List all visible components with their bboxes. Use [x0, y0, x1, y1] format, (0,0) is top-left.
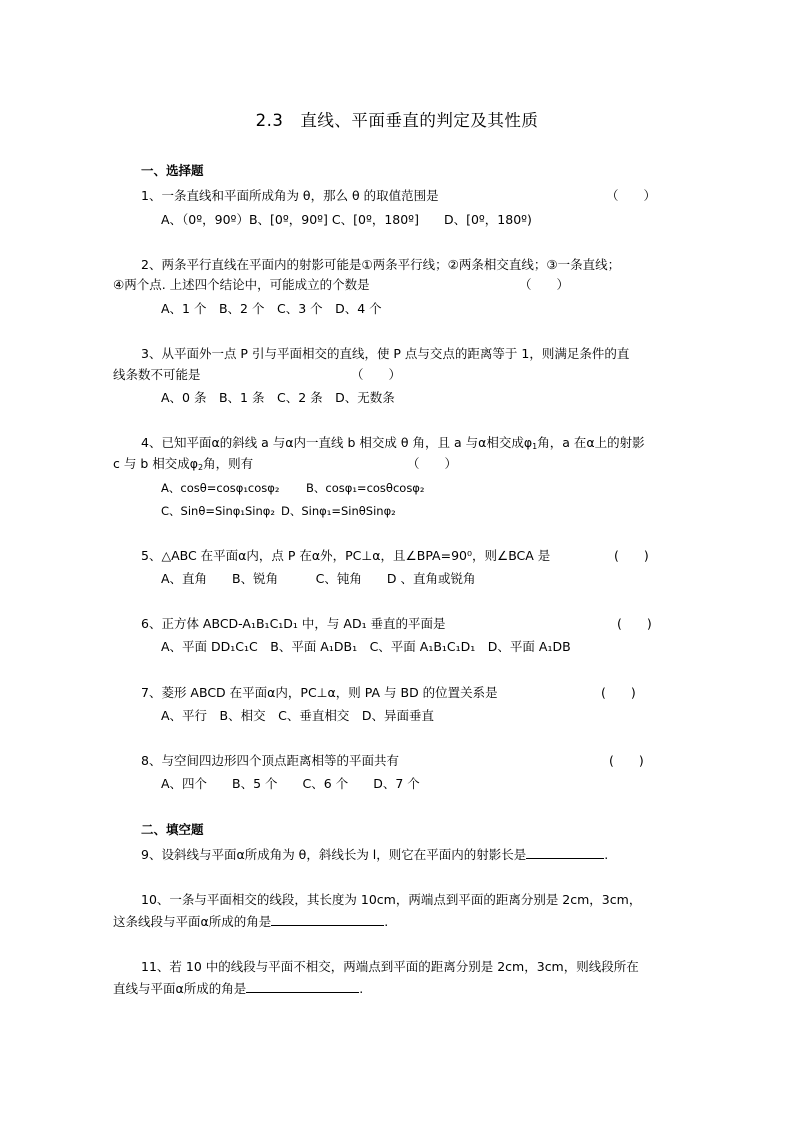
q2-stem-line1: 2、两条平行直线在平面内的射影可能是①两条平行线；②两条相交直线；③一条直线； — [141, 257, 621, 272]
q8-options: A、四个 B、5 个 C、6 个 D、7 个 — [161, 776, 420, 791]
q8-answer-paren: ( ) — [609, 753, 644, 768]
q11-stem-line2: 直线与平面α所成的角是 — [113, 981, 247, 996]
q10-answer-blank[interactable] — [271, 913, 384, 926]
q4-option-c: C、Sinθ=Sinφ₁Sinφ₂ — [161, 504, 275, 518]
q11-end: . — [359, 981, 364, 996]
q11-stem-line1: 11、若 10 中的线段与平面不相交，两端点到平面的距离分别是 2cm，3cm，则线段所在 — [141, 959, 639, 974]
q9-line — [141, 846, 608, 863]
q4-sub-2: 2 — [197, 463, 204, 472]
q4-stem-line1 — [141, 435, 645, 451]
q2-options: A、1 个 B、2 个 C、3 个 D、4 个 — [161, 301, 382, 316]
q7-stem: 7、菱形 ABCD 在平面α内，PC⊥α，则 PA 与 BD 的位置关系是 — [141, 685, 498, 700]
q10-stem-line1: 10、一条与平面相交的线段，其长度为 10cm，两端点到平面的距离分别是 2cm，3cm， — [141, 892, 642, 907]
q4-sub-1: 1 — [532, 442, 538, 451]
q6-options: A、平面 DD₁C₁C B、平面 A₁DB₁ C、平面 A₁B₁C₁D₁ D、平面 A₁DB — [161, 639, 571, 654]
q3-stem-line1: 3、从平面外一点 P 引与平面相交的直线，使 P 点与交点的距离等于 1，则满足条件的直 — [141, 346, 630, 361]
q10-stem-line2: 这条线段与平面α所成的角是 — [113, 914, 272, 929]
q6-answer-paren: ( ) — [617, 616, 652, 631]
q5-answer-paren: ( ) — [614, 548, 649, 563]
q10-end: . — [384, 914, 389, 929]
q7-options: A、平行 B、相交 C、垂直相交 D、异面垂直 — [161, 708, 434, 723]
q1-answer-paren: （ ） — [606, 188, 657, 203]
q5-stem: 5、△ABC 在平面α内，点 P 在α外，PC⊥α，且∠BPA=90⁰，则∠BCA 是 — [141, 548, 551, 563]
q9-answer-blank[interactable] — [526, 846, 604, 859]
q9-stem: 9、设斜线与平面α所成角为 θ，斜线长为 l，则它在平面内的射影长是 — [141, 847, 527, 862]
q9-end: . — [604, 847, 609, 862]
q2-stem-line2: ④两个点. 上述四个结论中，可能成立的个数是 — [113, 277, 370, 292]
q4-answer-paren: （ ） — [407, 456, 458, 471]
q4-stem-line2 — [113, 456, 253, 472]
q4-stem-line2-b: 角，则有 — [203, 456, 254, 471]
q11-line2 — [113, 980, 363, 997]
q4-option-b: B、cosφ₁=cosθcosφ₂ — [306, 481, 425, 495]
q7-answer-paren: ( ) — [601, 685, 636, 700]
q3-stem-line2: 线条数不可能是 — [113, 367, 201, 382]
q1-stem: 1、一条直线和平面所成角为 θ，那么 θ 的取值范围是 — [141, 188, 439, 203]
q10-line2 — [113, 913, 388, 930]
q1-options: A、（0º，90º）B、[0º，90º] C、[0º，180º] D、[0º，180º) — [161, 212, 532, 227]
q5-options: A、直角 B、锐角 C、钝角 D 、直角或锐角 — [161, 571, 476, 586]
q4-option-d: D、Sinφ₁=SinθSinφ₂ — [281, 504, 396, 518]
q8-stem: 8、与空间四边形四个顶点距离相等的平面共有 — [141, 753, 399, 768]
q4-stem-line2-a: c 与 b 相交成φ — [113, 456, 198, 471]
page-title: 2.3 直线、平面垂直的判定及其性质 — [255, 111, 539, 130]
q11-answer-blank[interactable] — [246, 980, 359, 993]
q4-stem-line1-b: 角，a 在α上的射影 — [537, 435, 645, 450]
q6-stem: 6、正方体 ABCD-A₁B₁C₁D₁ 中，与 AD₁ 垂直的平面是 — [141, 616, 446, 631]
q4-option-a: A、cosθ=cosφ₁cosφ₂ — [161, 481, 280, 495]
q2-answer-paren: （ ） — [519, 277, 570, 292]
q4-stem-line1-a: 4、已知平面α的斜线 a 与α内一直线 b 相交成 θ 角，且 a 与α相交成φ — [141, 435, 533, 450]
section-heading-fill: 二、填空题 — [141, 822, 204, 837]
q3-answer-paren: （ ） — [351, 367, 402, 382]
section-heading-choice: 一、选择题 — [141, 163, 204, 178]
q3-options: A、0 条 B、1 条 C、2 条 D、无数条 — [161, 390, 395, 405]
